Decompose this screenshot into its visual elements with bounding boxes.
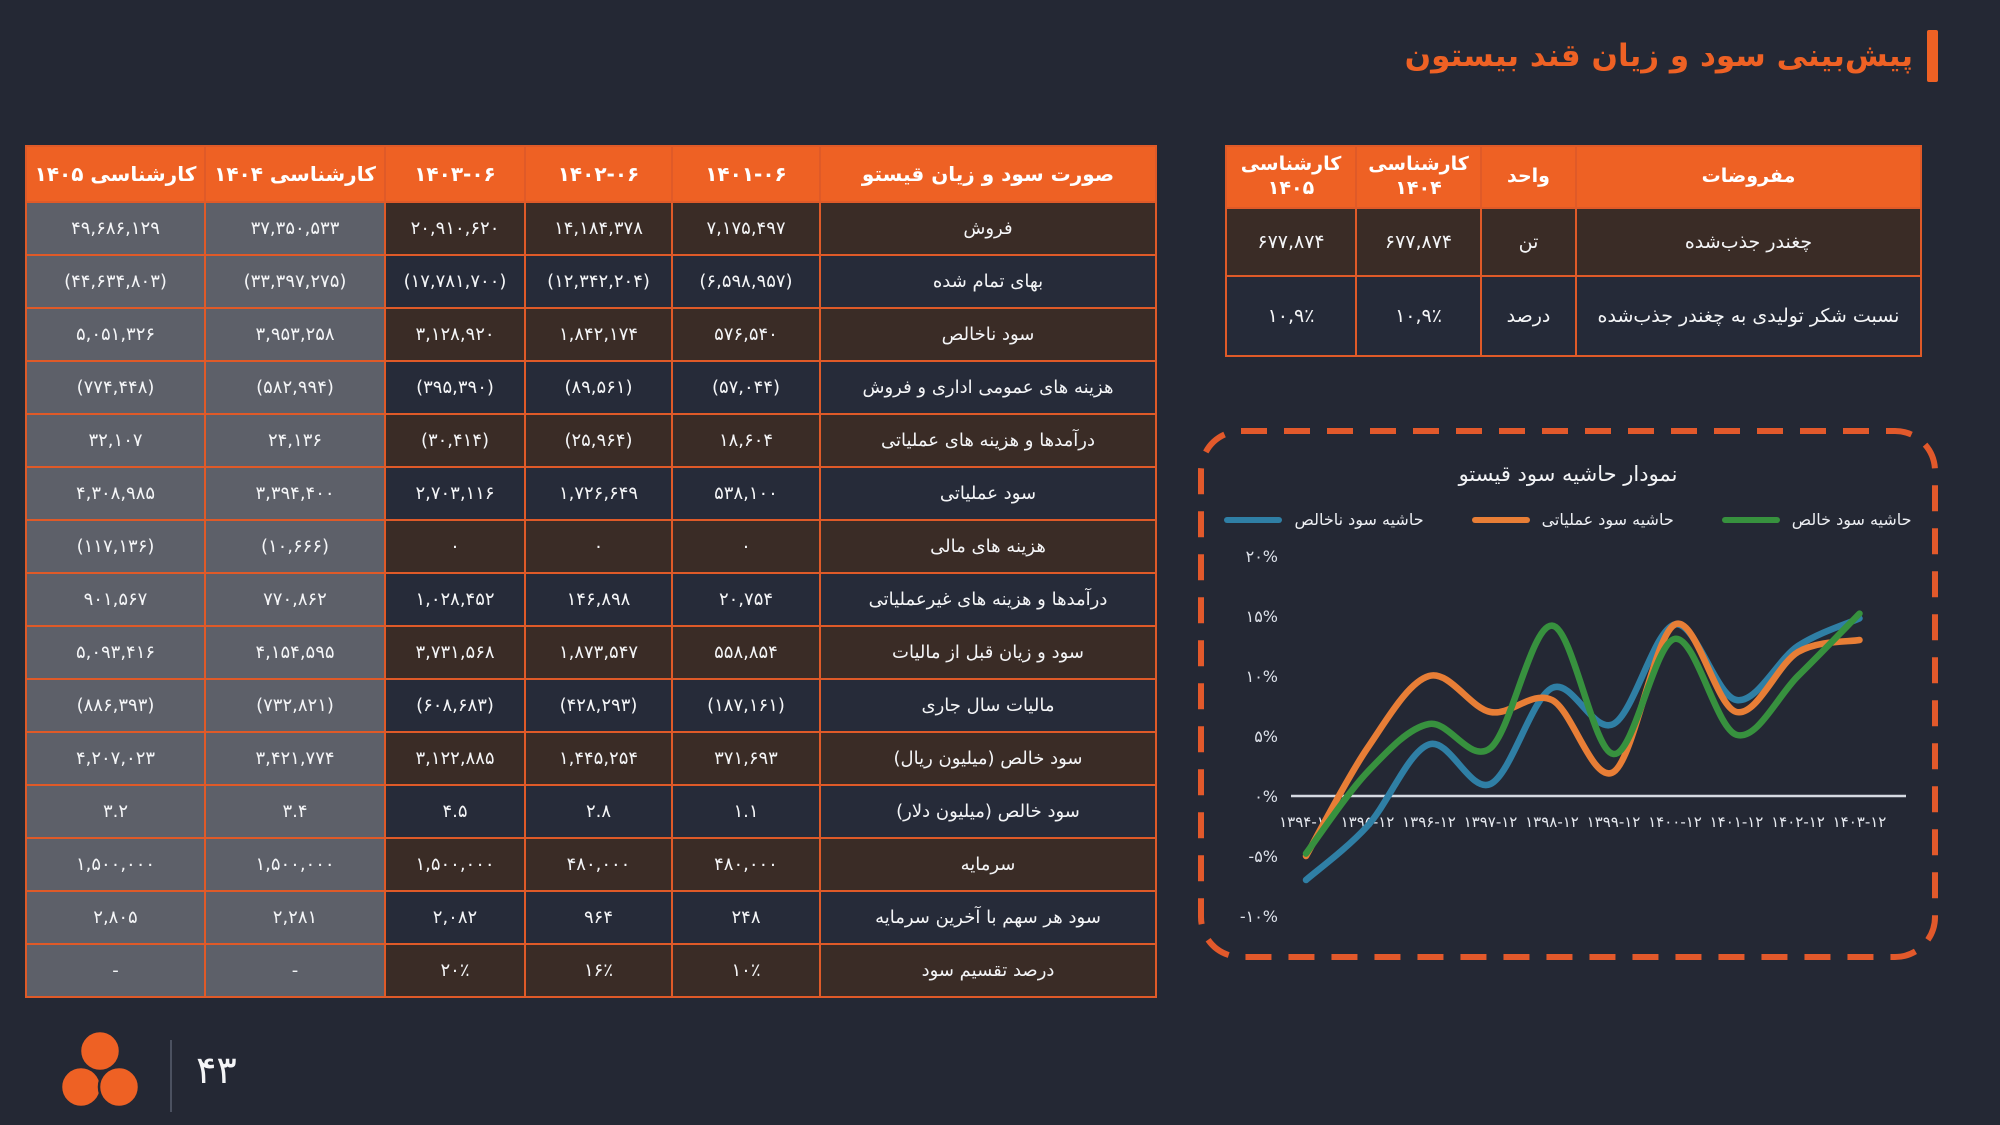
unit-cell: درصد [1481,276,1576,356]
table-row [26,573,1156,626]
value-cell: (۳۳,۳۹۷,۲۷۵) [205,255,385,308]
y-axis-label: ۲۰% [1245,547,1278,566]
value-cell: ۵۳۸,۱۰۰ [672,467,820,520]
header-row [26,146,1156,202]
value-cell: (۱۱۷,۱۳۶) [26,520,205,573]
x-axis-label: ۱۳۹۴-۱۲ [1279,813,1333,831]
column-header: ۱۴۰۳-۰۶ [385,146,525,202]
value-cell: ۱.۱ [672,785,820,838]
unit-cell: تن [1481,208,1576,276]
row-label-cell: هزینه های عمومی اداری و فروش [820,361,1156,414]
profit-loss-table [25,145,1157,998]
value-cell: ۹۰۱,۵۶۷ [26,573,205,626]
table-row [26,785,1156,838]
value-cell: ۲۰,۷۵۴ [672,573,820,626]
value-cell: (۲۵,۹۶۴) [525,414,672,467]
legend-label: حاشیه سود ناخالص [1294,510,1424,529]
table-row [26,944,1156,997]
value-cell: ۵,۰۵۱,۳۲۶ [26,308,205,361]
column-header: ۱۴۰۱-۰۶ [672,146,820,202]
value-cell: ۱۰٪ [672,944,820,997]
row-label-cell: سود ناخالص [820,308,1156,361]
value-cell: (۱۲,۳۴۲,۲۰۴) [525,255,672,308]
x-axis-label: ۱۴۰۳-۱۲ [1832,813,1887,831]
value-cell: (۵۷,۰۴۴) [672,361,820,414]
column-header: کارشناسی ۱۴۰۵ [26,146,205,202]
x-axis-label: ۱۳۹۷-۱۲ [1463,813,1518,831]
value-cell: ۱۰,۹٪ [1356,276,1481,356]
value-cell: ۵,۰۹۳,۴۱۶ [26,626,205,679]
value-cell: ۲,۰۸۲ [385,891,525,944]
row-label-cell: سرمایه [820,838,1156,891]
value-cell: ۳.۴ [205,785,385,838]
row-label-cell: مالیات سال جاری [820,679,1156,732]
value-cell: ۱,۵۰۰,۰۰۰ [205,838,385,891]
assumptions-row-sugar-ratio [1226,276,1921,356]
table-row [26,361,1156,414]
value-cell: ۷,۱۷۵,۴۹۷ [672,202,820,255]
column-header-analyst-1405: کارشناسی ۱۴۰۵ [1226,146,1356,208]
value-cell: (۴۲۸,۲۹۳) [525,679,672,732]
legend-item-operating-margin [1472,510,1674,529]
value-cell: ۲۰,۹۱۰,۶۲۰ [385,202,525,255]
value-cell: ۱,۵۰۰,۰۰۰ [26,838,205,891]
value-cell: ۹۶۴ [525,891,672,944]
value-cell: ۱,۵۰۰,۰۰۰ [385,838,525,891]
value-cell: ۱۴,۱۸۴,۳۷۸ [525,202,672,255]
value-cell: ۴,۱۵۴,۵۹۵ [205,626,385,679]
value-cell: (۵۸۲,۹۹۴) [205,361,385,414]
value-cell: ۳,۱۲۲,۸۸۵ [385,732,525,785]
margin-chart-panel [1198,428,1938,960]
column-header-unit: واحد [1481,146,1576,208]
value-cell: ۲,۸۰۵ [26,891,205,944]
value-cell: ۴۸۰,۰۰۰ [672,838,820,891]
value-cell: (۱۷,۷۸۱,۷۰۰) [385,255,525,308]
value-cell: - [26,944,205,997]
value-cell: ۰ [525,520,672,573]
value-cell: ۴۸۰,۰۰۰ [525,838,672,891]
row-label-cell: سود عملیاتی [820,467,1156,520]
value-cell: (۳۹۵,۳۹۰) [385,361,525,414]
chart-title: نمودار حاشیه سود قیستو [1458,462,1678,486]
x-axis-label: ۱۳۹۹-۱۲ [1586,813,1641,831]
table-row [26,467,1156,520]
value-cell: ۲,۲۸۱ [205,891,385,944]
legend-item-net-margin [1722,510,1912,529]
value-cell: - [205,944,385,997]
value-cell: (۷۷۴,۴۴۸) [26,361,205,414]
assumptions-row-beet [1226,208,1921,276]
value-cell: (۶,۵۹۸,۹۵۷) [672,255,820,308]
table-row [26,732,1156,785]
profit-loss-table-body [26,202,1156,997]
value-cell: ۳,۱۲۸,۹۲۰ [385,308,525,361]
table-row [26,308,1156,361]
x-axis-label: ۱۳۹۵-۱۲ [1340,813,1395,831]
title-accent-bar [1927,30,1938,82]
table-row [26,626,1156,679]
row-label-cell: چغندر جذب‌شده [1576,208,1921,276]
value-cell: ۳,۷۳۱,۵۶۸ [385,626,525,679]
page-title: پیش‌بینی سود و زیان قند بیستون [1404,38,1913,74]
page-header [1405,30,1938,82]
value-cell: ۴,۳۰۸,۹۸۵ [26,467,205,520]
table-row [26,679,1156,732]
table-row [26,202,1156,255]
row-label-cell: درصد تقسیم سود [820,944,1156,997]
value-cell: ۴,۲۰۷,۰۲۳ [26,732,205,785]
value-cell: ۰ [672,520,820,573]
value-cell: ۱۶٪ [525,944,672,997]
value-cell: ۳۲,۱۰۷ [26,414,205,467]
chart-legend [1198,510,1938,529]
legend-swatch-orange [1472,517,1530,523]
value-cell: ۶۷۷,۸۷۴ [1226,208,1356,276]
margin-line-chart [1206,546,1916,956]
legend-label: حاشیه سود خالص [1791,510,1912,529]
row-label-cell: نسبت شکر تولیدی به چغندر جذب‌شده [1576,276,1921,356]
column-header-analyst-1404: کارشناسی ۱۴۰۴ [1356,146,1481,208]
value-cell: ۲۰٪ [385,944,525,997]
assumptions-table [1225,145,1922,357]
value-cell: (۸۸۶,۳۹۳) [26,679,205,732]
value-cell: ۷۷۰,۸۶۲ [205,573,385,626]
table-row [26,891,1156,944]
value-cell: ۱,۸۴۲,۱۷۴ [525,308,672,361]
table-row [26,255,1156,308]
y-axis-label: ۱۵% [1245,607,1278,626]
value-cell: ۴۹,۶۸۶,۱۲۹ [26,202,205,255]
x-axis-label: ۱۴۰۰-۱۲ [1648,813,1702,831]
value-cell: (۶۰۸,۶۸۳) [385,679,525,732]
row-label-cell: سود و زیان قبل از مالیات [820,626,1156,679]
column-header: ۱۴۰۲-۰۶ [525,146,672,202]
profit-loss-table-head [26,146,1156,202]
value-cell: ۲.۸ [525,785,672,838]
footer-divider [170,1040,172,1112]
table-row [26,838,1156,891]
value-cell: ۳۷,۳۵۰,۵۳۳ [205,202,385,255]
value-cell: ۲۴,۱۳۶ [205,414,385,467]
column-header: صورت سود و زیان قیستو [820,146,1156,202]
value-cell: ۱,۴۴۵,۲۵۴ [525,732,672,785]
value-cell: ۴.۵ [385,785,525,838]
value-cell: (۱۸۷,۱۶۱) [672,679,820,732]
value-cell: ۳,۴۲۱,۷۷۴ [205,732,385,785]
value-cell: ۵۷۶,۵۴۰ [672,308,820,361]
assumptions-header-row [1226,146,1921,208]
x-axis-label: ۱۳۹۶-۱۲ [1402,813,1456,831]
value-cell: ۱۰,۹٪ [1226,276,1356,356]
legend-label: حاشیه سود عملیاتی [1541,510,1674,529]
row-label-cell: درآمدها و هزینه های عملیاتی [820,414,1156,467]
value-cell: ۱,۰۲۸,۴۵۲ [385,573,525,626]
value-cell: ۲۴۸ [672,891,820,944]
value-cell: ۵۵۸,۸۵۴ [672,626,820,679]
value-cell: ۱۴۶,۸۹۸ [525,573,672,626]
row-label-cell: هزینه های مالی [820,520,1156,573]
y-axis-label: ۵% [1254,727,1278,746]
row-label-cell: بهای تمام شده [820,255,1156,308]
x-axis-label: ۱۳۹۸-۱۲ [1525,813,1579,831]
row-label-cell: سود هر سهم با آخرین سرمایه [820,891,1156,944]
row-label-cell: سود خالص (میلیون ریال) [820,732,1156,785]
column-header-assumptions: مفروضات [1576,146,1921,208]
value-cell: ۳.۲ [26,785,205,838]
value-cell: ۰ [385,520,525,573]
legend-swatch-green [1722,517,1780,523]
logo-icon [60,1030,140,1110]
legend-swatch-blue [1224,517,1282,523]
value-cell: ۲,۷۰۳,۱۱۶ [385,467,525,520]
legend-item-gross-margin [1224,510,1423,529]
value-cell: (۳۰,۴۱۴) [385,414,525,467]
y-axis-label: ۰% [1254,787,1278,806]
y-axis-label: -۵% [1248,847,1278,866]
value-cell: ۱,۸۷۳,۵۴۷ [525,626,672,679]
value-cell: ۳,۹۵۳,۲۵۸ [205,308,385,361]
x-axis-label: ۱۴۰۲-۱۲ [1771,813,1825,831]
page-number: ۴۳ [196,1048,237,1092]
value-cell: (۴۴,۶۳۴,۸۰۳) [26,255,205,308]
value-cell: ۱,۷۲۶,۶۴۹ [525,467,672,520]
value-cell: ۳,۳۹۴,۴۰۰ [205,467,385,520]
x-axis-label: ۱۴۰۱-۱۲ [1709,813,1764,831]
row-label-cell: فروش [820,202,1156,255]
value-cell: (۸۹,۵۶۱) [525,361,672,414]
value-cell: (۱۰,۶۶۶) [205,520,385,573]
column-header: کارشناسی ۱۴۰۴ [205,146,385,202]
value-cell: ۳۷۱,۶۹۳ [672,732,820,785]
row-label-cell: درآمدها و هزینه های غیرعملیاتی [820,573,1156,626]
row-label-cell: سود خالص (میلیون دلار) [820,785,1156,838]
value-cell: ۱۸,۶۰۴ [672,414,820,467]
value-cell: (۷۳۲,۸۲۱) [205,679,385,732]
y-axis-label: -۱۰% [1239,907,1278,926]
value-cell: ۶۷۷,۸۷۴ [1356,208,1481,276]
y-axis-label: ۱۰% [1245,667,1278,686]
table-row [26,520,1156,573]
table-row [26,414,1156,467]
